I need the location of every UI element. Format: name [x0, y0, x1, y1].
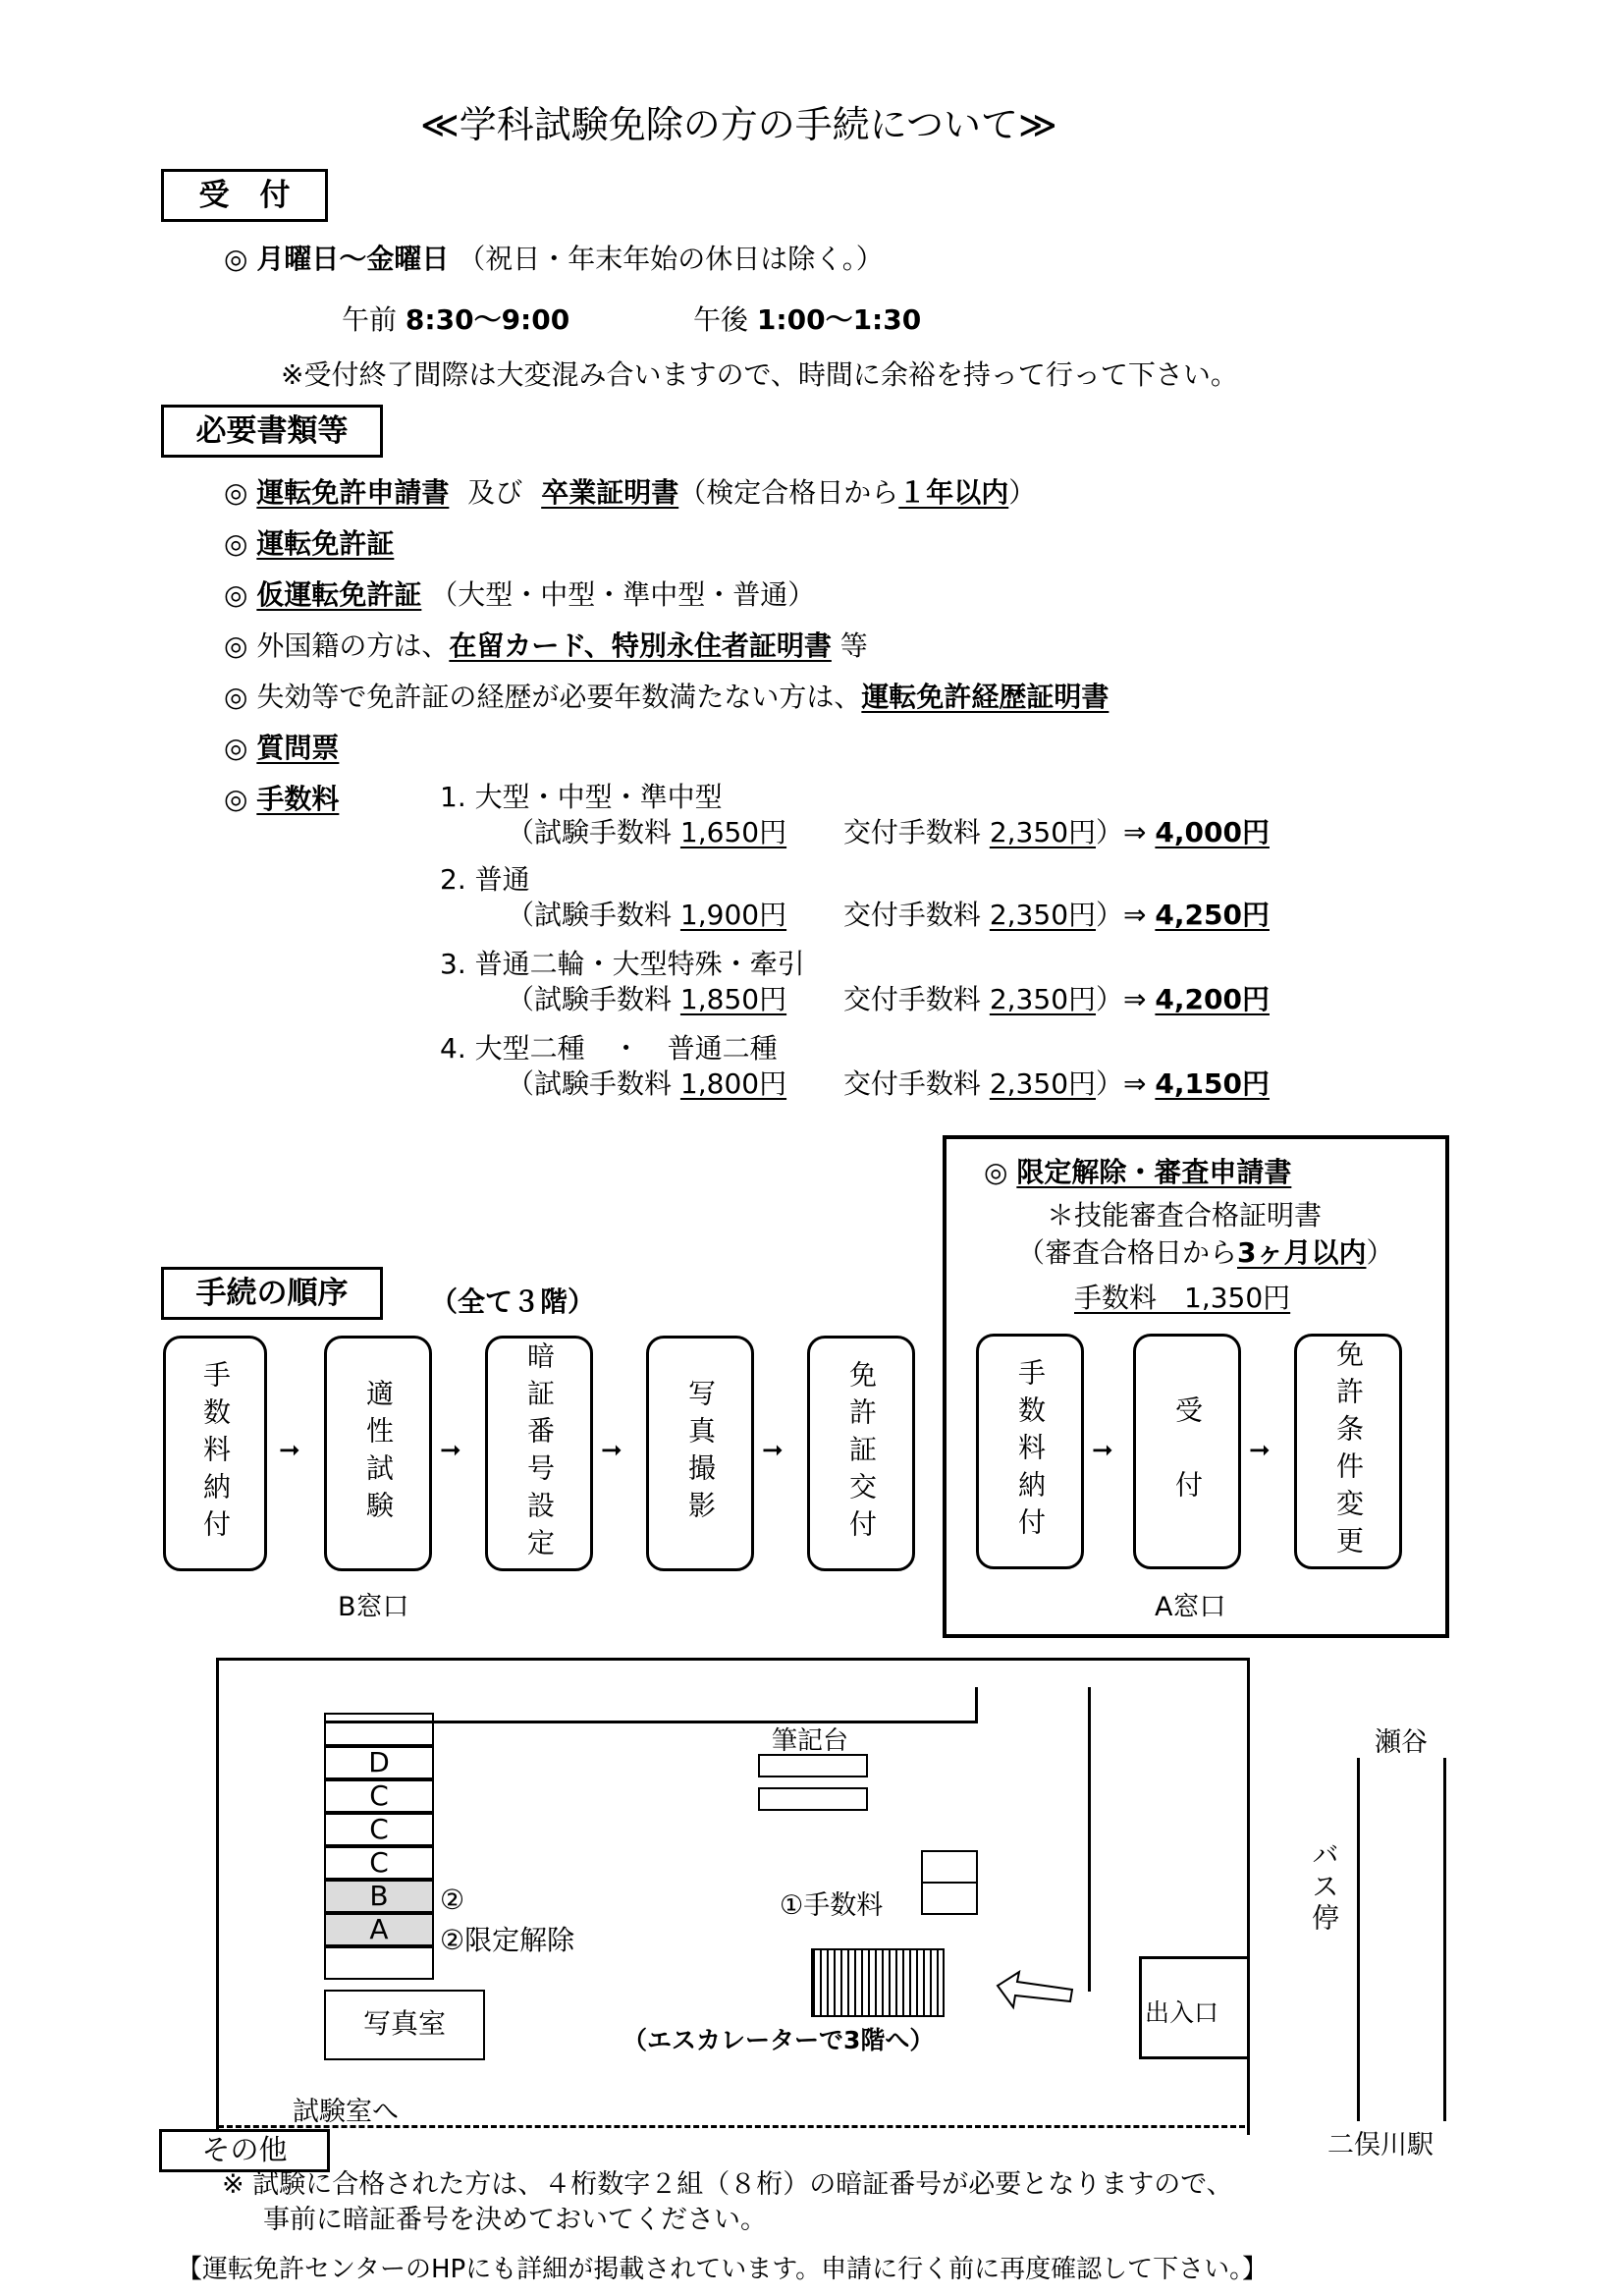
window-b-mark: ② — [440, 1884, 465, 1916]
issue-fee-label: 交付手数料 — [842, 983, 981, 1015]
fee-row-2 — [507, 894, 1270, 933]
doc-license-history: 運転免許経歴証明書 — [861, 681, 1109, 713]
doc-provisional-license: 仮運転免許証 — [256, 578, 422, 611]
map-wall-top — [216, 1658, 1249, 1661]
window-b-label: B窓口 — [338, 1592, 409, 1622]
fee-counter-2 — [921, 1882, 978, 1915]
fee-counter-1 — [921, 1850, 978, 1884]
limit-fee: 手数料 1,350円 — [1074, 1282, 1291, 1314]
issue-fee-value: 2,350円 — [989, 816, 1097, 848]
direction-station: 二俣川駅 — [1327, 2130, 1434, 2160]
map-wall-left — [216, 1658, 219, 2135]
window-cell-blank — [324, 1713, 434, 1746]
other-note-2: 事前に暗証番号を決めておいてください。 — [263, 2205, 767, 2235]
page-title: ≪学科試験免除の方の手続について≫ — [420, 103, 1057, 146]
exam-fee-value: 1,800円 — [679, 1067, 787, 1100]
escalator-label: （エスカレーターで3階へ） — [622, 2026, 935, 2054]
reception-pm — [693, 299, 921, 338]
issue-fee-label: 交付手数料 — [842, 816, 981, 848]
step-3 — [485, 1336, 593, 1571]
doc-license: 運転免許証 — [256, 527, 395, 560]
doc-item-4 — [224, 625, 868, 664]
limit-step-1 — [976, 1334, 1084, 1569]
reception-days-line — [224, 238, 884, 277]
doc-graduation-cert: 卒業証明書 — [541, 476, 679, 509]
exam-fee-label: （試験手数料 — [507, 899, 673, 931]
doc-item-3 — [224, 574, 815, 613]
fee-arrow: ）⇒ — [1096, 899, 1147, 931]
writing-desk-2 — [758, 1787, 868, 1811]
doc-paren: ） — [1008, 476, 1037, 509]
doc-item-2 — [224, 522, 394, 562]
photo-room: 写真室 — [324, 1990, 485, 2060]
entrance-label: 出入口 — [1145, 1998, 1219, 2027]
issue-fee-value: 2,350円 — [989, 1067, 1097, 1100]
fee-arrow: ）⇒ — [1096, 1067, 1147, 1100]
reception-note: ※受付終了間際は大変混み合いますので、時間に余裕を持って行って下さい。 — [281, 358, 1238, 391]
arrow-right-icon: ➞ — [279, 1436, 300, 1465]
limit-period — [1017, 1231, 1394, 1271]
step-2 — [324, 1336, 432, 1571]
exam-fee-value: 1,650円 — [679, 816, 787, 848]
mark: ◎ — [984, 1156, 1008, 1188]
fee-category-2: 2. 普通 — [440, 863, 530, 896]
doc-item-6 — [224, 727, 339, 766]
step-label: 手数料納付 — [199, 1360, 232, 1547]
direction-seya: 瀬谷 — [1375, 1727, 1428, 1758]
window-c: C — [324, 1779, 434, 1813]
doc-provisional-types: （大型・中型・準中型・普通） — [430, 578, 816, 611]
fee-total: 4,200円 — [1155, 983, 1270, 1015]
doc-questionnaire: 質問票 — [256, 732, 340, 764]
arrow-right-icon: ➞ — [1092, 1436, 1113, 1465]
writing-desk-label: 筆記台 — [772, 1726, 849, 1756]
fee-row-4 — [507, 1063, 1270, 1102]
arrow-right-icon: ➞ — [601, 1436, 622, 1465]
mark: ◎ — [224, 732, 248, 764]
doc-item-7 — [224, 778, 339, 817]
escalator-icon — [811, 1948, 945, 2017]
procedure-floor: （全て３階） — [430, 1285, 596, 1318]
limit-title: 限定解除・審査申請書 — [1016, 1156, 1292, 1188]
road-left-line — [1357, 1758, 1360, 2121]
window-a-label: A窓口 — [1155, 1592, 1226, 1622]
limit-paren: ） — [1366, 1236, 1394, 1269]
mark: ◎ — [224, 476, 248, 509]
doc-residence-card: 在留カード、特別永住者証明書 — [449, 629, 832, 662]
fee-total: 4,150円 — [1155, 1067, 1270, 1100]
map-inner-notch — [975, 1687, 978, 1723]
issue-fee-label: 交付手数料 — [842, 899, 981, 931]
reception-am — [342, 299, 569, 338]
entry-arrow-icon — [996, 1970, 1074, 2013]
fee-category-3: 3. 普通二輪・大型特殊・牽引 — [440, 948, 805, 980]
map-wall-right — [1247, 1658, 1250, 2135]
writing-desk-1 — [758, 1754, 868, 1777]
window-d: D — [324, 1746, 434, 1779]
doc-item-5 — [224, 676, 1109, 715]
arrow-right-icon: ➞ — [762, 1436, 784, 1465]
fee-arrow: ）⇒ — [1096, 816, 1147, 848]
mark: ◎ — [224, 629, 248, 662]
step-5 — [807, 1336, 915, 1571]
exam-fee-label: （試験手数料 — [507, 1067, 673, 1100]
step-label: 暗証番号設定 — [523, 1341, 556, 1565]
arrow-right-icon: ➞ — [1249, 1436, 1271, 1465]
step-label: 免許証交付 — [845, 1360, 878, 1547]
other-heading: その他 — [159, 2129, 330, 2172]
footer-note: 【運転免許センターのHPにも詳細が掲載されています。申請に行く前に再度確認して下さい。】 — [177, 2255, 1269, 2284]
doc-fees: 手数料 — [256, 783, 340, 815]
entrance-wall-bottom — [1139, 2056, 1249, 2059]
mark: ◎ — [224, 243, 257, 275]
exam-fee-label: （試験手数料 — [507, 983, 673, 1015]
am-time: 8:30〜9:00 — [405, 303, 570, 336]
mark: ◎ — [224, 681, 248, 713]
issue-fee-value: 2,350円 — [989, 983, 1097, 1015]
procedure-heading: 手続の順序 — [161, 1267, 383, 1320]
exam-fee-label: （試験手数料 — [507, 816, 673, 848]
exam-fee-value: 1,850円 — [679, 983, 787, 1015]
limit-period-value: 3ヶ月以内 — [1237, 1236, 1367, 1269]
doc-within-label: （検定合格日から — [678, 476, 899, 509]
fee-row-3 — [507, 978, 1270, 1017]
reception-heading: 受 付 — [161, 169, 328, 222]
reception-days-note: （祝日・年末年始の休日は除く。） — [458, 243, 884, 275]
arrow-right-icon: ➞ — [440, 1436, 461, 1465]
window-b: B — [324, 1880, 434, 1913]
limit-step-label: 免許条件変更 — [1332, 1339, 1365, 1563]
doc-license-application: 運転免許申請書 — [256, 476, 450, 509]
bus-stop-label: バス停 — [1308, 1840, 1340, 1935]
limit-period-label: （審査合格日から — [1017, 1236, 1238, 1269]
reception-days: 月曜日〜金曜日 — [256, 243, 450, 275]
mark: ◎ — [224, 578, 248, 611]
fee-arrow: ）⇒ — [1096, 983, 1147, 1015]
doc-expired-label: 失効等で免許証の経歴が必要年数満たない方は、 — [256, 681, 862, 713]
window-a-mark: ②限定解除 — [440, 1924, 575, 1956]
issue-fee-label: 交付手数料 — [842, 1067, 981, 1100]
window-a: A — [324, 1913, 434, 1946]
step-label: 写真撮影 — [684, 1379, 717, 1528]
other-note-1: ※ 試験に合格された方は、４桁数字２組（８桁）の暗証番号が必要となりますので、 — [222, 2169, 1233, 2200]
pm-label: 午後 — [693, 303, 749, 336]
documents-heading: 必要書類等 — [161, 405, 383, 458]
mark: ◎ — [224, 783, 248, 815]
limit-cert: ＊技能審査合格証明書 — [1047, 1199, 1323, 1231]
limit-step-label: 受 付 — [1171, 1395, 1204, 1507]
am-label: 午前 — [342, 303, 398, 336]
limit-step-label: 手数料納付 — [1014, 1358, 1047, 1545]
map-divider — [1088, 1687, 1091, 1992]
limit-title-line — [984, 1151, 1291, 1190]
window-c: C — [324, 1846, 434, 1880]
doc-within-period: １年以内 — [898, 476, 1009, 509]
limit-step-2 — [1133, 1334, 1241, 1569]
step-1 — [163, 1336, 267, 1571]
road-right-line — [1443, 1758, 1446, 2121]
fee-category-4: 4. 大型二種 ・ 普通二種 — [440, 1032, 778, 1065]
doc-and: 及び — [467, 476, 523, 509]
step-label: 適性試験 — [362, 1379, 395, 1528]
doc-item-1 — [224, 471, 1036, 511]
exam-fee-value: 1,900円 — [679, 899, 787, 931]
pm-time: 1:00〜1:30 — [756, 303, 922, 336]
entrance-wall-left — [1139, 1956, 1142, 2058]
doc-etc: 等 — [839, 629, 868, 662]
fee-category-1: 1. 大型・中型・準中型 — [440, 781, 723, 813]
fee-counter-label: ①手数料 — [780, 1890, 884, 1921]
mark: ◎ — [224, 527, 248, 560]
fee-row-1 — [507, 811, 1270, 850]
fee-total: 4,250円 — [1155, 899, 1270, 931]
fee-total: 4,000円 — [1155, 816, 1270, 848]
window-c: C — [324, 1813, 434, 1846]
limit-step-3 — [1294, 1334, 1402, 1569]
step-4 — [646, 1336, 754, 1571]
exam-room-label: 試験室へ — [293, 2097, 399, 2127]
window-cell-blank — [324, 1946, 434, 1980]
issue-fee-value: 2,350円 — [989, 899, 1097, 931]
doc-foreign-label: 外国籍の方は、 — [256, 629, 450, 662]
entrance-wall-top — [1139, 1956, 1247, 1959]
